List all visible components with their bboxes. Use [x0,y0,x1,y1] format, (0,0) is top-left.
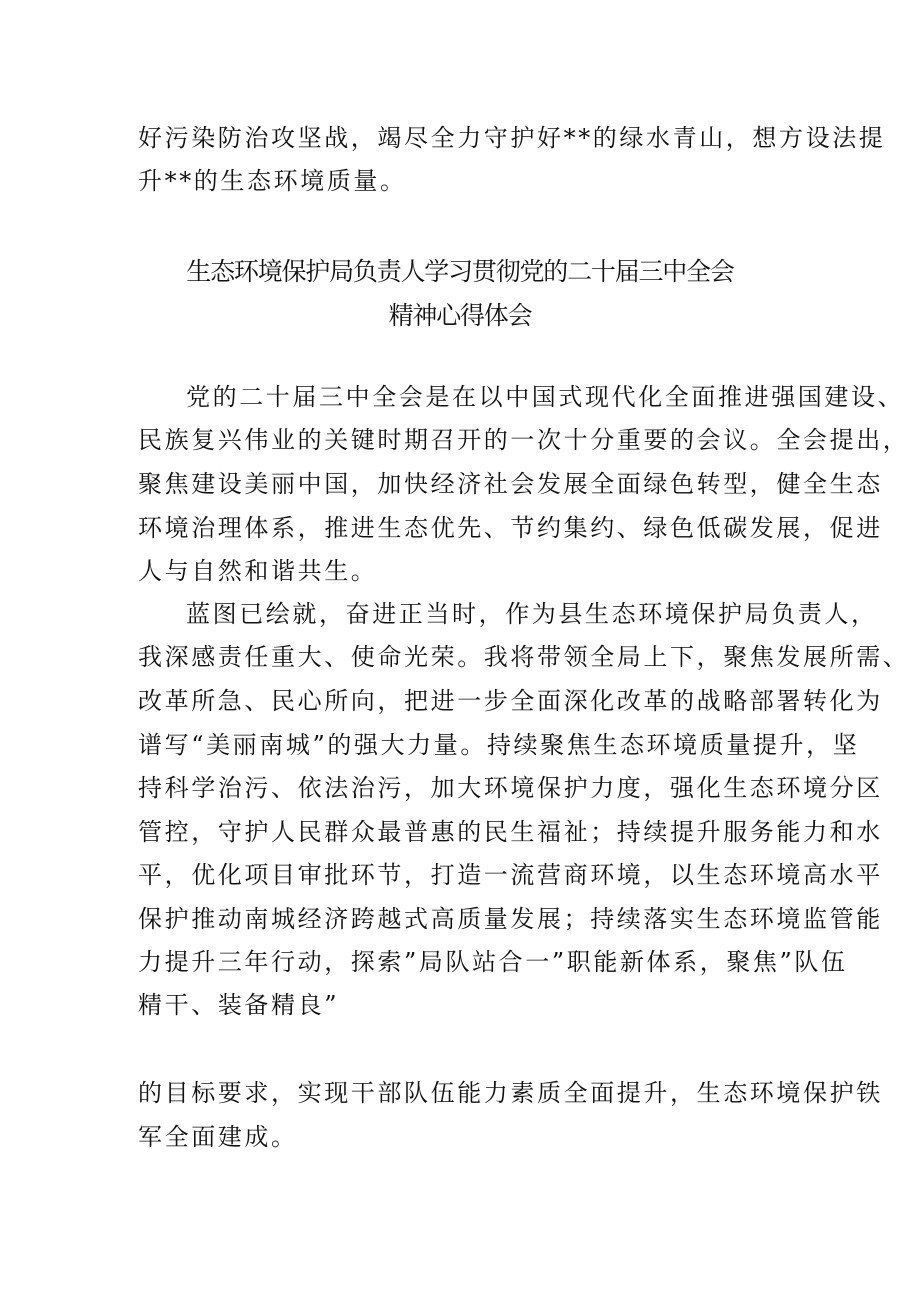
paragraph2-line-9: 力提升三年行动，探索”局队站合一”职能新体系，聚焦”队伍 [138,948,848,976]
paragraph2-line-4: 谱写“美丽南城”的强大力量。持续聚焦生态环境质量提升，坚 [138,731,860,759]
paragraph2-line-2: 我深感责任重大、使命光荣。我将带领全局上下，聚焦发展所需、 [138,643,910,671]
paragraph1-line-2: 民族复兴伟业的关键时期召开的一次十分重要的会议。全会提出， [138,426,910,454]
intro-line-2: 升**的生态环境质量。 [138,167,407,195]
document-title-line-2: 精神心得体会 [388,301,532,330]
paragraph2-line-6: 管控，守护人民群众最普惠的民生福祉；持续提升服务能力和水 [138,818,883,846]
paragraph1-line-4: 环境治理体系，推进生态优先、节约集约、绿色低碳发展，促进 [138,514,883,542]
paragraph1-line-1: 党的二十届三中全会是在以中国式现代化全面推进强国建设、 [186,383,905,411]
paragraph3-line-1: 的目标要求，实现干部队伍能力素质全面提升，生态环境保护铁 [138,1079,883,1107]
intro-line-1: 好污染防治攻坚战，竭尽全力守护好**的绿水青山，想方设法提 [138,124,886,152]
document-title-line-1: 生态环境保护局负责人学习贯彻党的二十届三中全会 [186,257,734,286]
paragraph2-line-7: 平，优化项目审批环节，打造一流营商环境，以生态环境高水平 [138,861,883,889]
paragraph2-line-1: 蓝图已绘就，奋进正当时，作为县生态环境保护局负责人， [186,600,878,628]
paragraph3-line-2: 军全面建成。 [138,1123,298,1151]
paragraph2-line-5: 持科学治污、依法治污，加大环境保护力度，强化生态环境分区 [138,774,883,802]
paragraph1-line-5: 人与自然和谐共生。 [138,557,378,585]
paragraph2-line-10: 精干、装备精良” [138,991,340,1019]
paragraph1-line-3: 聚焦建设美丽中国，加快经济社会发展全面绿色转型，健全生态 [138,470,883,498]
paragraph2-line-8: 保护推动南城经济跨越式高质量发展；持续落实生态环境监管能 [138,905,883,933]
paragraph2-line-3: 改革所急、民心所向，把进一步全面深化改革的战略部署转化为 [138,687,883,715]
